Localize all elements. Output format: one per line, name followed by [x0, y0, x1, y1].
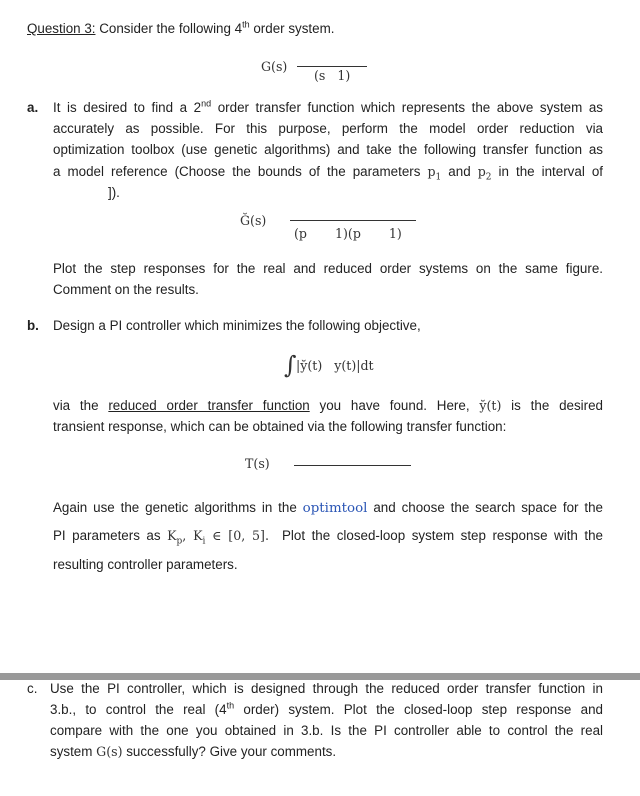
part-b-line-6: resulting controller parameters. — [53, 557, 238, 572]
part-b-label: b. — [27, 318, 39, 333]
part-b-l2-post: is the desired — [501, 398, 603, 413]
eq1-lhs: G(s) — [261, 59, 288, 74]
part-b-line-3: transient response, which can be obtained via the following transfer function: — [53, 419, 507, 434]
part-b-l4-post: and choose the search space for the — [367, 500, 603, 515]
kp-symbol: K — [167, 528, 177, 543]
integral-sign: ∫ — [284, 351, 297, 379]
part-c-l2-sup: th — [226, 700, 235, 711]
part-a-l4-post: in the interval of — [491, 164, 603, 179]
question-text-pre: Consider the following 4 — [95, 21, 243, 36]
kp-sub: p — [176, 536, 183, 547]
question-sup: th — [242, 19, 250, 30]
question-text-post: order system. — [249, 21, 335, 36]
ki-sub: i — [202, 536, 206, 547]
part-a-line-5: ]). — [108, 185, 120, 200]
part-a-label: a. — [27, 100, 39, 115]
part-a-plot-line-1: Plot the step responses for the real and reduced order systems on the same figure. — [53, 261, 603, 276]
part-b-line-4 — [53, 498, 603, 519]
eq3-fraction-bar — [294, 465, 411, 466]
part-c-label: c. — [27, 681, 38, 696]
part-b-l4-pre: Again use the genetic algorithms in the — [53, 500, 303, 515]
part-a-l4-mid: and — [441, 164, 478, 179]
eq2-fraction-bar — [290, 220, 416, 221]
param-p2-sub: 2 — [485, 172, 492, 183]
gs-symbol: G(s) — [96, 744, 123, 759]
part-c-l2-pre: 3.b., to control the real (4 — [50, 702, 227, 717]
question-title — [27, 19, 334, 39]
part-c-line-4 — [50, 742, 603, 762]
part-c-line-3: compare with the one you obtained in 3.b. Is the PI controller able to control the real — [50, 723, 603, 738]
part-c-l4-post: successfully? Give your comments. — [122, 744, 337, 759]
optimtool-text: optimtool — [302, 501, 368, 516]
part-a-line-3: optimization toolbox (use genetic algorithms) and take the following transfer function as — [53, 142, 603, 157]
part-a-line-4 — [53, 162, 603, 182]
part-c-line-2 — [50, 700, 603, 720]
part-b-line-5 — [53, 526, 603, 546]
part-a-plot-line-2: Comment on the results. — [53, 282, 199, 297]
part-b-line-1: Design a PI controller which minimizes the following objective, — [53, 318, 421, 333]
part-b-l2-pre: via the — [53, 398, 109, 413]
part-a-l1-post: order transfer function which represents the above system as — [211, 100, 603, 115]
eq1-fraction-bar — [297, 66, 367, 67]
part-b-line-2 — [53, 396, 603, 416]
integrand: |y̆(t) y(t)|dt — [296, 358, 374, 373]
part-a-line-1 — [53, 98, 603, 118]
eq1-denominator: (s 1) — [314, 68, 351, 83]
eq2-denominator: (p 1)(p 1) — [294, 226, 402, 241]
question-label: Question 3: — [27, 21, 96, 36]
part-b-l5-post: Plot the closed-loop system step response with the — [268, 528, 603, 543]
eq2-lhs: Ğ(s) — [240, 213, 267, 228]
param-range: ∈ [0, 5]. — [205, 528, 269, 543]
part-c-l4-pre: system — [50, 744, 97, 759]
part-a-l1-pre: It is desired to find a 2 — [53, 100, 202, 115]
param-p1: p — [427, 164, 436, 179]
reduced-order-tf-text: reduced order transfer function — [108, 398, 310, 413]
part-b-l2-mid: you have found. Here, — [309, 398, 480, 413]
part-c-l2-post: order) system. Plot the closed-loop step response and — [234, 702, 603, 717]
param-p1-sub: 1 — [435, 172, 442, 183]
part-a-line-2: accurately as possible. For this purpose, perform the model order reduction via — [53, 121, 603, 136]
part-a-l4-pre: a model reference (Choose the bounds of the parameters — [53, 164, 428, 179]
ki-symbol: , K — [182, 528, 203, 543]
part-c-line-1: Use the PI controller, which is designed through the reduced order transfer function in — [50, 681, 603, 696]
part-b-l5-pre: PI parameters as — [53, 528, 168, 543]
param-p2: p — [477, 164, 486, 179]
y-breve-symbol: y̆(t) — [479, 398, 502, 413]
part-a-l1-sup: nd — [201, 98, 212, 109]
eq3-lhs: T(s) — [245, 456, 270, 471]
